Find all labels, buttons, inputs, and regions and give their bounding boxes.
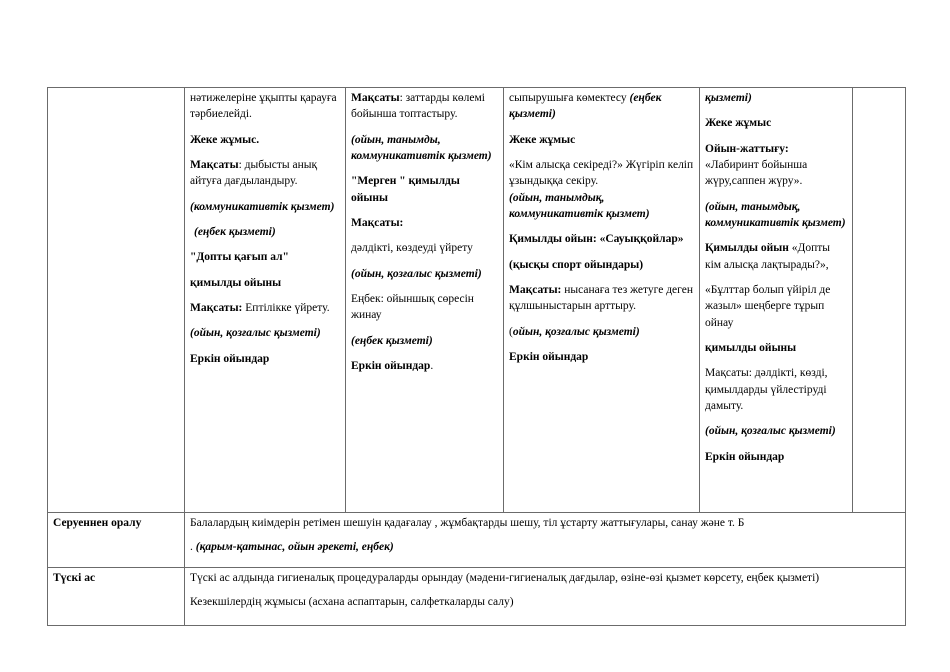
goal-label: Мақсаты <box>190 158 239 171</box>
activity-tag: (ойын, танымдық, коммуникативтік қызмет) <box>705 200 846 229</box>
game-title: "Мерген " қимылды ойыны <box>351 175 460 204</box>
goal-text: : заттарды көлемі бойынша топтастыру. <box>351 92 485 121</box>
free-games-label: Еркін ойындар <box>351 359 431 372</box>
daily-plan-table <box>47 87 906 626</box>
game-text: «Бұлттар болып үйіріл де жазыл» шеңберге тұрып ойнау <box>705 283 831 329</box>
row-label-cell-empty <box>48 88 185 513</box>
paren: ( <box>509 325 513 338</box>
game-text: «Допты кім алысқа лақтырады?», <box>705 242 831 271</box>
lunch-content <box>185 567 906 625</box>
free-games: Еркін ойындар <box>705 450 785 463</box>
text: нәтижелеріне ұқыпты қарауға тәрбиелейді. <box>190 92 337 121</box>
punct: . <box>190 541 196 554</box>
activity-cell-2 <box>346 88 504 513</box>
subheading: Жеке жұмыс <box>705 117 772 130</box>
goal-text: : дыбысты анық айтуға дағдыландыру. <box>190 158 318 188</box>
activity-cell-1 <box>185 88 346 513</box>
activity-tag: (еңбек қызметі) <box>194 225 276 238</box>
game-title: Қимылды ойын: «Сауыққойлар» <box>509 233 684 246</box>
goal-label: Мақсаты <box>351 92 400 104</box>
activity-tag-wrap <box>509 324 694 340</box>
game-title: Ойын-жаттығу: <box>705 142 789 155</box>
activity-tag: (ойын, қозғалыс қызметі) <box>705 425 836 438</box>
subheading: Жеке жұмыс. <box>190 133 260 146</box>
activity-tag: (еңбек қызметі) <box>509 92 662 121</box>
game-text: «Лабиринт бойынша жүру,саппен жүру». <box>705 158 808 188</box>
goal-text: дәлдікті, көздеуді үйрету <box>351 242 473 255</box>
goal <box>351 90 498 123</box>
free-games <box>351 358 498 374</box>
free-games: Еркін ойындар <box>509 350 589 363</box>
game-type: қимылды ойыны <box>705 341 797 354</box>
subheading: Жеке жұмыс <box>509 133 576 146</box>
activity-tag: (ойын, қозғалыс қызметі) <box>190 327 321 340</box>
activity-tag: (коммуникативтік қызмет) <box>190 200 335 213</box>
goal <box>190 300 340 316</box>
lunch-text: Түскі ас алдында гигиеналық процедураларды орындау (мәдени-гигиеналық дағдылар, өзіне-өзі қызмет көрсету, еңбек қызметі) <box>190 571 820 584</box>
activities-row <box>48 88 906 513</box>
game-label: Қимылды ойын <box>705 242 789 255</box>
labor-text: Еңбек: ойыншық сөресін жинау <box>351 292 474 322</box>
goal-text: Мақсаты: дәлдікті, көзді, қимылдарды үйлестіруді дамыту. <box>705 367 828 412</box>
punct: . <box>430 359 434 372</box>
goal-label: Мақсаты: <box>190 301 243 314</box>
row-label-return: Серуеннен оралу <box>48 513 185 568</box>
goal-label: Мақсаты: <box>351 216 404 229</box>
row-label-lunch: Түскі ас <box>48 567 185 625</box>
activity-tag: (қарым-қатынас, ойын әрекеті, еңбек) <box>195 541 394 554</box>
text-block <box>509 90 694 123</box>
activity-cell-4 <box>700 88 853 513</box>
game <box>705 240 847 273</box>
activity-tag: (еңбек қызметі) <box>351 334 433 347</box>
activity-tag: (ойын, танымды, коммуникативтік қызмет) <box>351 133 492 162</box>
return-tag-line <box>190 539 900 555</box>
duty-text: Кезекшілердің жұмысы (асхана аспаптарын, салфеткаларды салу) <box>190 595 514 608</box>
goal-text: Ептілікке үйрету. <box>242 301 330 314</box>
lunch-row <box>48 567 906 625</box>
activity-tag: ойын, қозғалыс қызметі) <box>512 325 640 338</box>
text: сыпырушыға көмектесу <box>509 92 630 104</box>
empty-cell <box>853 88 906 513</box>
text-block: «Кім алысқа секіреді?» Жүгіріп келіп ұзындыққа секіру. <box>509 158 694 188</box>
goal-label: Мақсаты: <box>509 283 562 296</box>
activity-tag: қызметі) <box>705 92 752 104</box>
goal <box>190 157 340 190</box>
game-subtitle: (қысқы спорт ойындары) <box>509 258 644 271</box>
activity-tag: (ойын, қозғалыс қызметі) <box>351 267 482 280</box>
goal-text: нысанаға тез жетуге деген құлшыныстарын арттыру. <box>509 283 693 313</box>
free-games: Еркін ойындар <box>190 352 270 365</box>
activity-cell-3 <box>504 88 700 513</box>
game-title: "Допты қағып ал" <box>190 251 289 264</box>
game-type: қимылды ойыны <box>190 276 282 289</box>
return-text: Балалардың киімдерін ретімен шешуін қадағалау , жұмбақтарды шешу, тіл ұстарту жаттығулары, санау және т. Б <box>190 517 745 529</box>
activity-tag: (ойын, танымдық, коммуникативтік қызмет) <box>509 191 650 220</box>
goal <box>509 282 694 315</box>
return-content <box>185 513 906 568</box>
return-row <box>48 513 906 568</box>
text-block <box>190 90 340 123</box>
